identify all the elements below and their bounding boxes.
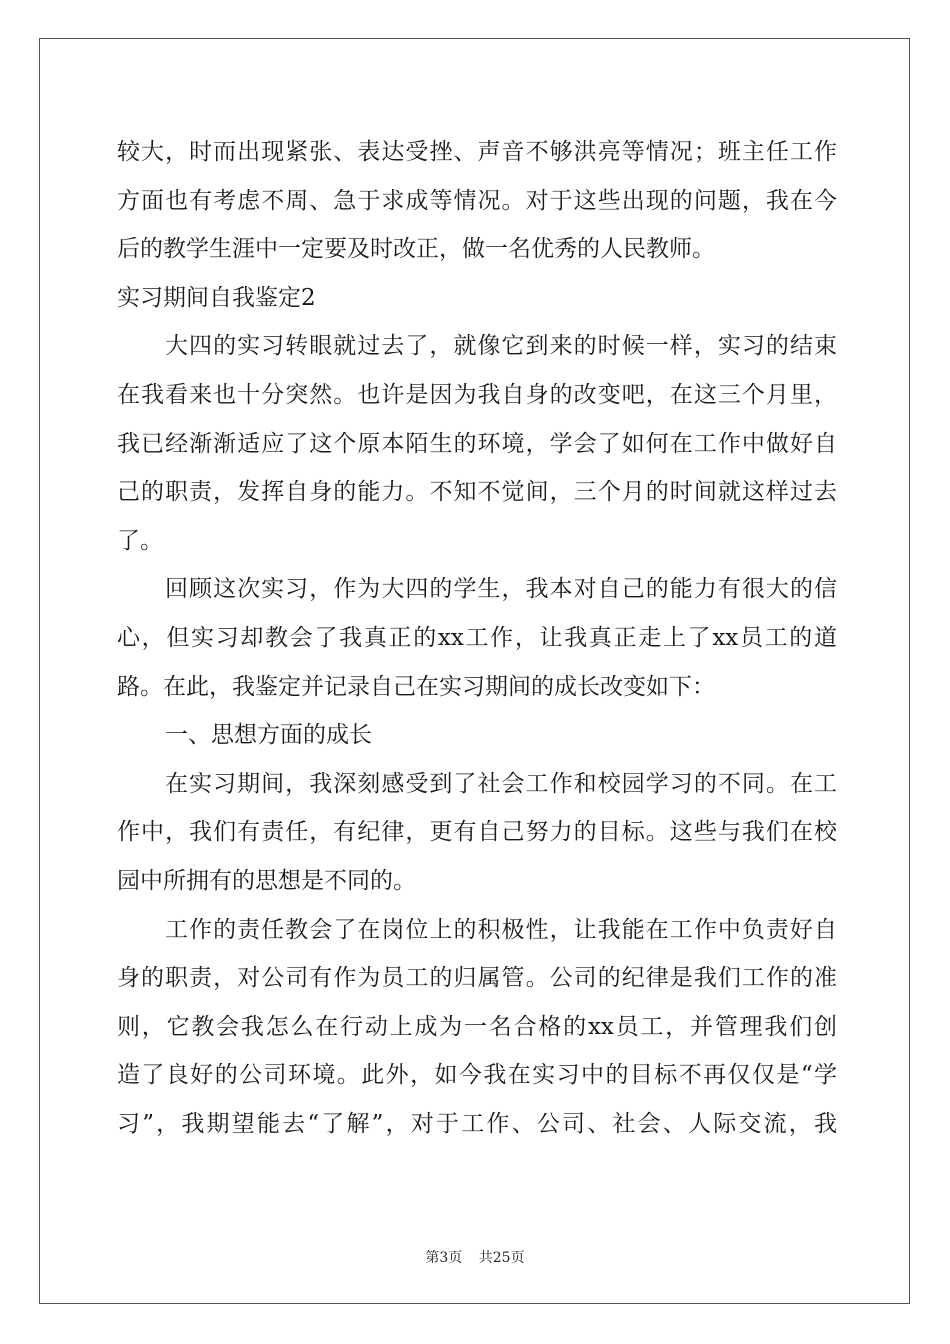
- body-line: 身的职责，对公司有作为员工的归属管。公司的纪律是我们工作的准: [117, 965, 837, 992]
- body-line: 在我看来也十分突然。也许是因为我自身的改变吧，在这三个月里，: [117, 381, 837, 408]
- page-number: 第3页: [425, 1250, 463, 1266]
- body-line: 工作的责任教会了在岗位上的积极性，让我能在工作中负责好自: [165, 916, 837, 943]
- section-heading: 实习期间自我鉴定2: [117, 284, 316, 311]
- body-line: 造了良好的公司环境。此外，如今我在实习中的目标不再仅仅是“学: [117, 1062, 837, 1089]
- body-line: 则，它教会我怎么在行动上成为一名合格的xx员工，并管理我们创: [117, 1013, 837, 1040]
- body-line: 后的教学生涯中一定要及时改正，做一名优秀的人民教师。: [117, 236, 715, 263]
- body-line: 心，但实习却教会了我真正的xx工作，让我真正走上了xx员工的道: [117, 624, 837, 651]
- body-line: 方面也有考虑不周、急于求成等情况。对于这些出现的问题，我在今: [117, 187, 837, 214]
- body-line: 大四的实习转眼就过去了，就像它到来的时候一样，实习的结束: [165, 333, 837, 360]
- document-body: [117, 128, 837, 1148]
- body-line: 较大，时而出现紧张、表达受挫、声音不够洪亮等情况；班主任工作: [117, 139, 837, 165]
- body-line: 我已经渐渐适应了这个原本陌生的环境，学会了如何在工作中做好自: [117, 430, 837, 457]
- body-line: 在实习期间，我深刻感受到了社会工作和校园学习的不同。在工: [165, 770, 837, 797]
- body-line: 己的职责，发挥自身的能力。不知不觉间，三个月的时间就这样过去: [117, 479, 837, 506]
- body-line: 作中，我们有责任，有纪律，更有自己努力的目标。这些与我们在校: [117, 819, 837, 846]
- subsection-heading: 一、思想方面的成长: [165, 722, 372, 749]
- body-line: 习”，我期望能去“了解”，对于工作、公司、社会、人际交流，我: [117, 1110, 837, 1137]
- body-line: 回顾这次实习，作为大四的学生，我本对自己的能力有很大的信: [165, 576, 837, 603]
- page-footer: [0, 1247, 950, 1267]
- body-line: 路。在此，我鉴定并记录自己在实习期间的成长改变如下：: [117, 673, 715, 700]
- body-line: 了。: [117, 527, 163, 554]
- body-line: 园中所拥有的思想是不同的。: [117, 867, 416, 894]
- page-total: 共25页: [478, 1250, 525, 1266]
